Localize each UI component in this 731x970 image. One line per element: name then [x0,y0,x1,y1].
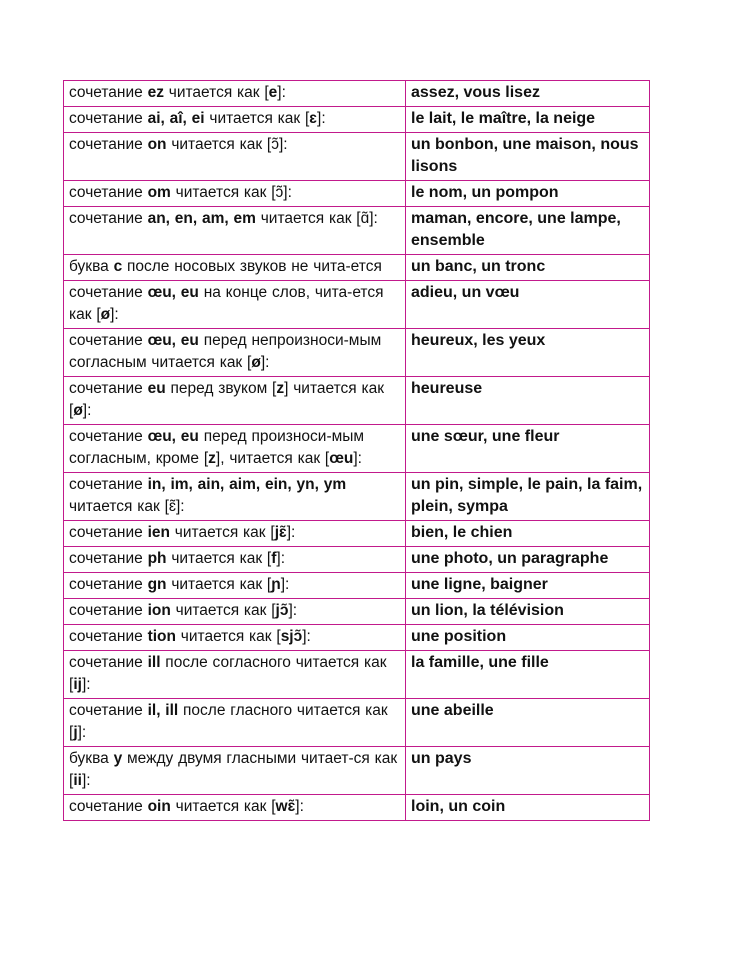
rule-text: ]: [353,450,362,467]
rule-text: сочетание [69,524,148,541]
rule-text: сочетание [69,332,148,349]
rule-text: читается как [ɛ̃]: [69,498,185,515]
rule-text: ] читается как [ [69,380,384,419]
rule-cell [64,547,406,573]
table-row [64,329,650,377]
letter-combination: f [271,550,277,567]
rule-text: ]: [280,576,290,593]
table-row [64,207,650,255]
letter-combination: ø [251,354,261,371]
rule-text: сочетание [69,798,148,815]
example-cell: adieu, un vœu [406,281,650,329]
rule-text: ], читается как [ [215,450,330,467]
letter-combination: ien [147,524,170,541]
rule-text: перед произноси-мым согласным, кроме [ [69,428,365,467]
letter-combination: wɛ̃ [275,798,296,815]
letter-combination: gn [147,576,167,593]
letter-combination: j [73,724,78,741]
rule-cell [64,795,406,821]
table-row [64,625,650,651]
example-cell: une abeille [406,699,650,747]
rule-cell [64,377,406,425]
letter-combination: ø [100,306,111,323]
letter-combination: ɲ [271,576,281,593]
rule-cell [64,625,406,651]
rule-text: сочетание [69,628,148,645]
rule-cell [64,81,406,107]
letter-combination: z [276,380,285,397]
example-cell: le lait, le maître, la neige [406,107,650,133]
rule-cell [64,651,406,699]
rule-text: читается как [ɔ̃]: [166,136,288,153]
letter-combination: on [147,136,167,153]
rule-cell [64,281,406,329]
table-row [64,107,650,133]
example-cell: heureux, les yeux [406,329,650,377]
table-row [64,795,650,821]
rule-text: читается как [ɔ̃]: [170,184,292,201]
rule-cell [64,133,406,181]
letter-combination: œu, eu [147,284,199,301]
rule-text: сочетание [69,84,148,101]
example-cell: une ligne, baigner [406,573,650,599]
example-cell: un pays [406,747,650,795]
rule-cell [64,425,406,473]
table-row [64,181,650,207]
letter-combination: c [113,258,123,275]
rule-cell [64,473,406,521]
rule-cell [64,329,406,377]
rule-text: сочетание [69,576,148,593]
letter-combination: oin [147,798,171,815]
letter-combination: ph [147,550,167,567]
rules-table-body [64,81,650,821]
rule-text: сочетание [69,654,148,671]
rule-cell [64,107,406,133]
letter-combination: ion [147,602,171,619]
rule-text: ]: [260,354,270,371]
example-cell: loin, un coin [406,795,650,821]
letter-combination: œu, eu [147,332,199,349]
rule-text: после носовых звуков не чита-ется [122,258,382,275]
rule-text: буква [69,750,114,767]
rule-cell [64,599,406,625]
letter-combination: œu, eu [147,428,199,445]
example-cell: heureuse [406,377,650,425]
rule-text: ]: [110,306,119,323]
example-cell: un pin, simple, le pain, la faim, plein, sympa [406,473,650,521]
table-row [64,133,650,181]
rule-text: ]: [288,602,298,619]
example-cell: un banc, un tronc [406,255,650,281]
example-cell: maman, encore, une lampe, ensemble [406,207,650,255]
rule-cell [64,181,406,207]
letter-combination: ij [73,676,82,693]
table-row [64,255,650,281]
letter-combination: ɛ [309,110,318,127]
rule-text: сочетание [69,602,148,619]
letter-combination: ill [147,654,161,671]
letter-combination: z [208,450,216,467]
rule-text: сочетание [69,550,148,567]
letter-combination: tion [147,628,176,645]
letter-combination: jɛ̃ [274,524,287,541]
letter-combination: œu [329,450,354,467]
rule-text: сочетание [69,136,148,153]
table-row [64,547,650,573]
letter-combination: om [147,184,171,201]
rule-text: буква [69,258,114,275]
example-cell: un bonbon, une maison, nous lisons [406,133,650,181]
table-row [64,521,650,547]
rule-text: читается как [ [204,110,310,127]
example-cell: une photo, un paragraphe [406,547,650,573]
rule-text: ]: [277,84,286,101]
rule-text: ]: [276,550,286,567]
rule-cell [64,207,406,255]
rule-text: ]: [295,798,304,815]
rule-text: читается как [ɑ̃]: [255,210,378,227]
rule-text: ]: [286,524,296,541]
rule-text: сочетание [69,428,148,445]
rule-text: читается как [ [166,550,272,567]
table-row [64,573,650,599]
rule-text: сочетание [69,476,148,493]
pronunciation-rules-table [63,80,650,821]
rule-text: перед непроизноси-мым согласным читается как [ [69,332,382,371]
rule-text: ]: [302,628,311,645]
letter-combination: ez [147,84,164,101]
rule-text: сочетание [69,702,148,719]
example-cell: assez, vous lisez [406,81,650,107]
letter-combination: sjɔ̃ [280,628,303,645]
example-cell: une sœur, une fleur [406,425,650,473]
rule-text: на конце слов, чита-ется как [ [69,284,384,323]
rule-cell [64,255,406,281]
example-cell: un lion, la télévision [406,599,650,625]
table-row [64,473,650,521]
example-cell: le nom, un pompon [406,181,650,207]
table-row [64,377,650,425]
rule-text: сочетание [69,110,148,127]
example-cell: la famille, une fille [406,651,650,699]
rule-text: читается как [ [170,798,276,815]
letter-combination: ø [73,402,83,419]
rule-text: сочетание [69,210,148,227]
table-row [64,747,650,795]
letter-combination: y [113,750,123,767]
rule-text: сочетание [69,380,148,397]
table-row [64,651,650,699]
rule-text: читается как [ [170,602,276,619]
rule-text: читается как [ [166,576,272,593]
example-cell: une position [406,625,650,651]
rule-text: сочетание [69,284,148,301]
letter-combination: il, ill [147,702,179,719]
letter-combination: ai, aî, ei [147,110,205,127]
rule-text: после гласного читается как [ [69,702,388,741]
letter-combination: ii [73,772,82,789]
table-row [64,699,650,747]
letter-combination: jɔ̃ [275,602,289,619]
rule-text: читается как [ [175,628,281,645]
table-row [64,281,650,329]
rule-cell [64,573,406,599]
table-row [64,425,650,473]
rule-text: после согласного читается как [ [69,654,387,693]
letter-combination: an, en, am, em [147,210,256,227]
rule-text: ]: [77,724,87,741]
rule-text: сочетание [69,184,148,201]
table-row [64,599,650,625]
example-cell: bien, le chien [406,521,650,547]
table-row [64,81,650,107]
rule-cell [64,699,406,747]
rule-text: перед звуком [ [165,380,277,397]
letter-combination: eu [147,380,166,397]
rule-text: ]: [81,676,91,693]
rule-cell [64,747,406,795]
letter-combination: e [268,84,278,101]
rule-text: читается как [ [163,84,269,101]
rule-text: между двумя гласными читает-ся как [ [69,750,398,789]
letter-combination: in, im, ain, aim, ein, yn, ym [147,476,347,493]
rule-text: ]: [81,772,91,789]
rule-text: ]: [82,402,92,419]
rule-cell [64,521,406,547]
rule-text: читается как [ [169,524,275,541]
rule-text: ]: [317,110,326,127]
